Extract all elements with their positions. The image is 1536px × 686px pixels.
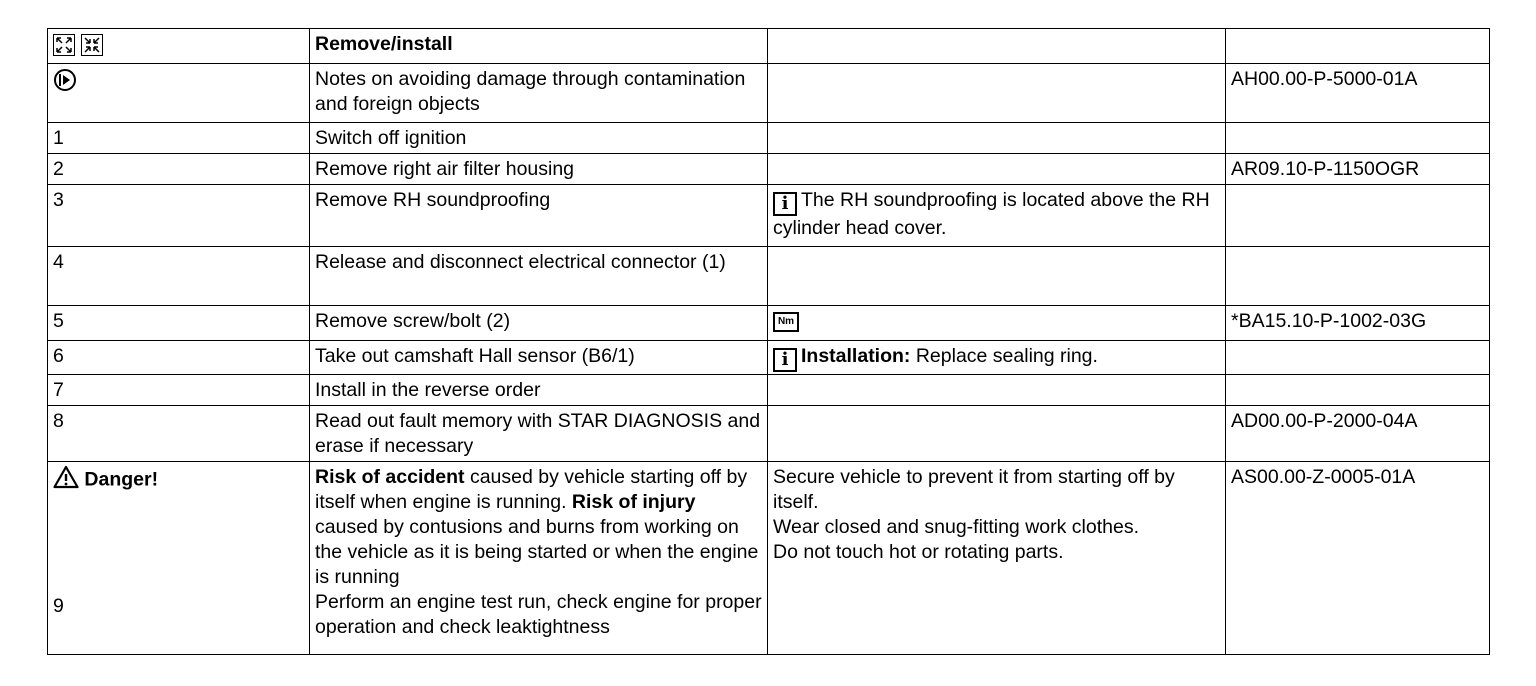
step-number: 6 bbox=[48, 341, 310, 375]
danger-text bbox=[315, 465, 762, 590]
step-number: 8 bbox=[48, 406, 310, 462]
note-cell bbox=[768, 64, 1226, 123]
table-row bbox=[48, 123, 1490, 154]
action-cell: Remove screw/bolt (2) bbox=[310, 306, 768, 341]
danger-step-cell bbox=[48, 462, 310, 655]
note-cell bbox=[768, 341, 1226, 375]
ref-link[interactable]: AD00.00-P-2000-04A bbox=[1226, 406, 1490, 462]
action-cell: Remove right air filter housing bbox=[310, 154, 768, 185]
table-row bbox=[48, 64, 1490, 123]
action-cell: Release and disconnect electrical connector (1) bbox=[310, 247, 768, 306]
note-cell bbox=[768, 375, 1226, 406]
note-cell bbox=[768, 123, 1226, 154]
note-cell bbox=[768, 306, 1226, 341]
table-row bbox=[48, 185, 1490, 247]
measure-item: Do not touch hot or rotating parts. bbox=[773, 541, 1064, 563]
risk-injury-label: Risk of injury bbox=[571, 491, 696, 513]
step-number: 3 bbox=[48, 185, 310, 247]
procedure-table bbox=[47, 28, 1490, 655]
header-row bbox=[48, 29, 1490, 64]
danger-text-1: caused by vehicle starting off by itself when engine is running. bbox=[315, 466, 748, 513]
ref-link[interactable]: *BA15.10-P-1002-03G bbox=[1226, 306, 1490, 341]
measure-item: Wear closed and snug-fitting work clothes. bbox=[773, 516, 1139, 538]
note-arrow-icon[interactable] bbox=[53, 68, 77, 92]
danger-text-2: caused by contusions and burns from working on the vehicle as it is being started or when the engine is running bbox=[315, 516, 759, 588]
danger-row bbox=[48, 462, 1490, 655]
measure-item: Secure vehicle to prevent it from starting off by itself. bbox=[773, 466, 1175, 513]
step-cell bbox=[48, 64, 310, 123]
table-row bbox=[48, 154, 1490, 185]
action-cell: Switch off ignition bbox=[310, 123, 768, 154]
final-action: Perform an engine test run, check engine for proper operation and check leaktightness bbox=[315, 591, 762, 638]
collapse-all-icon[interactable] bbox=[81, 34, 103, 56]
step-number: 7 bbox=[48, 375, 310, 406]
action-cell: Take out camshaft Hall sensor (B6/1) bbox=[310, 341, 768, 375]
note-cell bbox=[768, 247, 1226, 306]
step-number: 4 bbox=[48, 247, 310, 306]
step-number: 1 bbox=[48, 123, 310, 154]
ref-link[interactable] bbox=[1226, 341, 1490, 375]
action-cell: Notes on avoiding damage through contamination and foreign objects bbox=[310, 64, 768, 123]
step-number: 2 bbox=[48, 154, 310, 185]
header-empty-note bbox=[768, 29, 1226, 64]
danger-label: Danger! bbox=[84, 468, 159, 491]
danger-measures-cell bbox=[768, 462, 1226, 655]
table-row bbox=[48, 306, 1490, 341]
danger-label-wrap bbox=[53, 465, 304, 496]
ref-link[interactable] bbox=[1226, 185, 1490, 247]
header-icons-cell bbox=[48, 29, 310, 64]
note-cell bbox=[768, 406, 1226, 462]
ref-link[interactable] bbox=[1226, 123, 1490, 154]
info-icon: i bbox=[773, 192, 797, 216]
action-cell: Read out fault memory with STAR DIAGNOSIS and erase if necessary bbox=[310, 406, 768, 462]
risk-accident-label: Risk of accident bbox=[315, 466, 465, 488]
expand-all-icon[interactable] bbox=[53, 34, 75, 56]
note-text: The RH soundproofing is located above the RH cylinder head cover. bbox=[773, 189, 1210, 239]
ref-link[interactable]: AR09.10-P-1150OGR bbox=[1226, 154, 1490, 185]
table-row bbox=[48, 341, 1490, 375]
action-cell: Install in the reverse order bbox=[310, 375, 768, 406]
table-row bbox=[48, 375, 1490, 406]
ref-link[interactable]: AH00.00-P-5000-01A bbox=[1226, 64, 1490, 123]
note-cell bbox=[768, 185, 1226, 247]
ref-link[interactable] bbox=[1226, 375, 1490, 406]
step-number: 5 bbox=[48, 306, 310, 341]
header-title: Remove/install bbox=[310, 29, 768, 64]
warning-triangle-icon bbox=[53, 465, 79, 496]
table-row bbox=[48, 247, 1490, 306]
danger-action-cell bbox=[310, 462, 768, 655]
note-bold-label: Installation: bbox=[801, 345, 911, 367]
ref-link[interactable] bbox=[1226, 247, 1490, 306]
info-icon: i bbox=[773, 348, 797, 372]
action-cell: Remove RH soundproofing bbox=[310, 185, 768, 247]
danger-gap bbox=[53, 496, 304, 594]
note-cell bbox=[768, 154, 1226, 185]
step-number: 9 bbox=[53, 595, 64, 617]
table-row bbox=[48, 406, 1490, 462]
note-text: Replace sealing ring. bbox=[910, 345, 1098, 367]
ref-link[interactable]: AS00.00-Z-0005-01A bbox=[1226, 462, 1490, 655]
header-empty-ref bbox=[1226, 29, 1490, 64]
torque-nm-icon[interactable]: Nm bbox=[773, 312, 799, 332]
